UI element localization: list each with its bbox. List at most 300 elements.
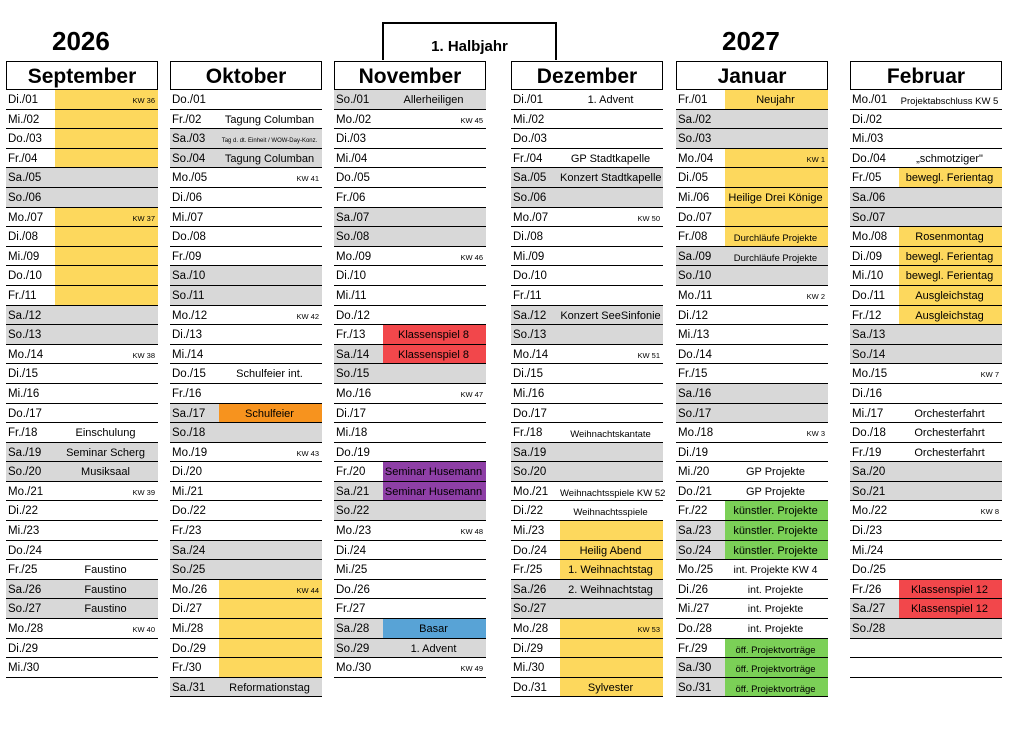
day-row	[511, 247, 663, 267]
day-row	[850, 266, 1002, 286]
day-row	[334, 110, 486, 130]
day-row	[676, 325, 828, 345]
week-number: KW 42	[296, 311, 319, 321]
day-label: So./13	[8, 329, 42, 342]
day-row	[850, 658, 1002, 678]
event-label: Neujahr	[756, 94, 795, 106]
day-row	[170, 286, 322, 306]
day-row	[6, 286, 158, 306]
event-highlight	[560, 639, 663, 658]
day-label: Mi./09	[513, 250, 545, 263]
day-row	[6, 443, 158, 463]
day-row	[850, 325, 1002, 345]
month-februar	[850, 61, 1002, 678]
day-row	[511, 286, 663, 306]
day-row	[511, 423, 663, 443]
day-row	[676, 541, 828, 561]
day-row	[511, 521, 663, 541]
day-label: Mo./14	[8, 348, 44, 361]
event-label: Seminar Husemann	[384, 466, 483, 479]
day-label: Sa./12	[8, 309, 42, 322]
day-row	[676, 306, 828, 326]
week-number: KW 1	[806, 154, 825, 164]
day-label: Mi./02	[513, 113, 545, 126]
day-label: Sa./31	[172, 681, 206, 694]
day-row	[170, 110, 322, 130]
day-label: So./21	[852, 485, 886, 498]
day-row	[850, 541, 1002, 561]
day-label: Sa./17	[172, 407, 206, 420]
event-label: Musiksaal	[81, 466, 130, 479]
day-label: Do./10	[513, 270, 547, 283]
day-row	[850, 188, 1002, 208]
day-label: Mi./14	[172, 348, 204, 361]
day-label: Fr./01	[678, 94, 708, 106]
day-row	[850, 345, 1002, 365]
event-label: Sylvester	[587, 681, 634, 694]
day-label: Sa./12	[513, 309, 547, 322]
day-row	[170, 462, 322, 482]
day-row	[6, 364, 158, 384]
event-label: Seminar Scherg	[66, 446, 145, 459]
event-label: 1. Advent	[587, 94, 634, 106]
month-header: Oktober	[170, 61, 322, 90]
day-label: Fr./08	[678, 231, 708, 244]
day-label: Sa./24	[172, 544, 206, 557]
day-label: Sa./13	[852, 329, 886, 342]
day-label: Sa./02	[678, 113, 712, 126]
day-label: Mo./11	[678, 289, 713, 302]
month-januar	[676, 61, 828, 697]
day-row	[170, 247, 322, 267]
day-row	[170, 404, 322, 424]
day-label: Do./25	[852, 564, 886, 577]
day-row	[6, 247, 158, 267]
day-row	[511, 443, 663, 463]
week-number: KW 49	[460, 664, 483, 674]
event-label: Reformationstag	[229, 681, 310, 694]
day-row	[6, 345, 158, 365]
day-row	[676, 501, 828, 521]
event-label: Seminar Husemann	[384, 485, 483, 498]
day-row	[170, 678, 322, 698]
day-label: Do./10	[8, 270, 42, 283]
event-label: int. Projekte	[747, 603, 804, 616]
day-row	[676, 619, 828, 639]
day-label: Mo./21	[8, 485, 44, 498]
day-row	[511, 560, 663, 580]
year-2026: 2026	[52, 26, 110, 56]
day-row	[334, 90, 486, 110]
week-number: KW 8	[980, 507, 999, 517]
event-label: Ausgleichstag	[915, 309, 984, 322]
day-label: Fr./04	[513, 152, 543, 165]
day-row	[676, 580, 828, 600]
event-label: Klassenspiel 8	[398, 348, 469, 361]
day-row	[170, 188, 322, 208]
day-label: Mo./07	[8, 211, 44, 224]
event-label: Klassenspiel 12	[910, 603, 989, 616]
day-label: Di./13	[172, 329, 203, 342]
day-row	[170, 266, 322, 286]
day-row	[676, 639, 828, 659]
day-label: Mi./10	[852, 270, 884, 283]
day-label: Di./03	[336, 133, 367, 146]
day-row	[6, 110, 158, 130]
day-row	[6, 129, 158, 149]
day-row	[676, 364, 828, 384]
day-row	[170, 599, 322, 619]
day-label: Sa./16	[678, 387, 712, 400]
day-label: So./15	[336, 368, 370, 381]
day-label: So./04	[172, 152, 206, 165]
day-label: Mo./22	[852, 505, 888, 518]
day-label: Di./26	[678, 583, 709, 596]
event-label: Orchesterfahrt	[914, 407, 985, 420]
day-label: So./28	[852, 623, 886, 636]
day-row	[676, 678, 828, 698]
event-label: int. Projekte	[747, 583, 804, 596]
week-number: KW 47	[460, 389, 483, 399]
event-label: Tag d. dt. Einheit / WOW-Day-Konz.	[221, 138, 318, 145]
event-label: Schulfeier	[245, 407, 294, 420]
event-label: Tagung Columban	[224, 113, 315, 126]
day-row	[170, 443, 322, 463]
day-row	[511, 599, 663, 619]
day-label: Di./01	[513, 94, 544, 106]
day-label: Di./05	[678, 172, 709, 185]
day-row	[676, 599, 828, 619]
day-row	[850, 443, 1002, 463]
week-number: KW 50	[637, 213, 660, 223]
day-label: Di./12	[678, 309, 709, 322]
day-row	[6, 619, 158, 639]
day-label: Di./29	[513, 642, 544, 655]
day-label: Mi./02	[8, 113, 40, 126]
event-label: Schulfeier int.	[236, 368, 303, 381]
day-row	[170, 227, 322, 247]
day-row	[334, 501, 486, 521]
day-label: Sa./07	[336, 211, 370, 224]
day-row	[6, 227, 158, 247]
month-header: Januar	[676, 61, 828, 90]
week-number: KW 2	[806, 291, 825, 301]
event-label: Klassenspiel 12	[910, 583, 989, 596]
event-label: bewegl. Ferientag	[905, 250, 994, 263]
week-number: KW 48	[460, 527, 483, 537]
day-label: Mi./23	[513, 525, 545, 538]
day-row	[170, 384, 322, 404]
day-row	[334, 443, 486, 463]
day-label: So./25	[172, 564, 206, 577]
day-label: Do./03	[8, 133, 42, 146]
day-row	[676, 129, 828, 149]
day-row	[676, 90, 828, 110]
day-label: Di./09	[852, 250, 883, 263]
month-header: November	[334, 61, 486, 90]
day-label: Do./17	[8, 407, 42, 420]
week-number: KW 38	[132, 350, 155, 360]
day-row	[511, 188, 663, 208]
day-row	[850, 501, 1002, 521]
day-row	[676, 188, 828, 208]
week-number: KW 37	[132, 213, 155, 223]
day-label: Do./24	[8, 544, 42, 557]
day-label: Sa./19	[8, 446, 42, 459]
day-row	[676, 443, 828, 463]
month-header: Dezember	[511, 61, 663, 90]
day-row	[676, 521, 828, 541]
event-label: Einschulung	[75, 427, 136, 440]
day-row	[334, 266, 486, 286]
day-row	[170, 149, 322, 169]
day-label: Di./20	[172, 466, 203, 479]
day-label: Do./17	[513, 407, 547, 420]
day-label: Mi./20	[678, 466, 710, 479]
month-header: September	[6, 61, 158, 90]
day-row	[850, 168, 1002, 188]
day-row	[676, 110, 828, 130]
day-label: Mi./27	[678, 603, 710, 616]
day-row	[334, 129, 486, 149]
day-label: So./27	[8, 603, 42, 616]
event-label: künstler. Projekte	[733, 505, 818, 518]
day-row	[850, 208, 1002, 228]
day-label: Fr./25	[513, 564, 543, 577]
event-label: 1. Weihnachtstag	[568, 564, 653, 577]
day-label: Do./15	[172, 368, 206, 381]
day-label: Do./24	[513, 544, 547, 557]
day-row	[170, 168, 322, 188]
day-row	[511, 149, 663, 169]
event-label: Faustino	[84, 583, 127, 596]
event-label: öff. Projektvorträge	[735, 644, 816, 656]
day-row	[170, 345, 322, 365]
day-row	[511, 110, 663, 130]
day-label: So./29	[336, 642, 370, 655]
day-label: Mi./09	[8, 250, 40, 263]
event-label: 1. Advent	[410, 642, 457, 655]
day-row	[676, 482, 828, 502]
day-row	[511, 619, 663, 639]
day-label: Mi./04	[336, 152, 368, 165]
day-row	[511, 462, 663, 482]
day-row	[334, 384, 486, 404]
day-label: Mo./09	[336, 250, 372, 263]
day-row	[334, 482, 486, 502]
day-row	[511, 501, 663, 521]
day-label: So./24	[678, 544, 712, 557]
event-label: künstler. Projekte	[733, 525, 818, 538]
day-label: So./03	[678, 133, 712, 146]
day-row	[6, 560, 158, 580]
day-label: Do./03	[513, 133, 547, 146]
day-row	[850, 90, 1002, 110]
day-label: Di./17	[336, 407, 367, 420]
event-highlight	[219, 599, 322, 618]
day-row	[334, 168, 486, 188]
day-label: Sa./05	[513, 172, 547, 185]
day-row	[6, 462, 158, 482]
day-label: Di./02	[852, 113, 883, 126]
day-row	[334, 208, 486, 228]
day-label: Mi./06	[678, 191, 710, 204]
day-row	[511, 384, 663, 404]
event-highlight	[55, 247, 158, 266]
day-row	[334, 286, 486, 306]
event-highlight	[219, 619, 322, 638]
day-row	[676, 149, 828, 169]
event-highlight	[55, 129, 158, 148]
day-label: Mi./17	[852, 407, 884, 420]
day-label: So./20	[8, 466, 42, 479]
day-row	[334, 364, 486, 384]
day-row	[334, 149, 486, 169]
day-row	[850, 149, 1002, 169]
event-label: Ausgleichstag	[915, 289, 984, 302]
day-row	[334, 227, 486, 247]
day-label: Fr./02	[172, 113, 202, 126]
day-label: Do./08	[172, 231, 206, 244]
day-row	[676, 658, 828, 678]
day-label: Mo./12	[172, 309, 208, 322]
day-label: Fr./05	[852, 172, 882, 185]
week-number: KW 39	[132, 487, 155, 497]
event-label: 2. Weihnachtstag	[568, 583, 653, 596]
day-label: Do./21	[678, 485, 712, 498]
event-label: öff. Projektvorträge	[735, 683, 816, 695]
week-number: KW 43	[296, 448, 319, 458]
day-label: Sa./20	[852, 466, 886, 479]
day-row	[850, 129, 1002, 149]
event-label: Weihnachtsspiele	[573, 507, 648, 519]
week-number: KW 53	[637, 625, 660, 635]
day-label: Mi./28	[172, 623, 204, 636]
day-label: Sa./23	[678, 525, 712, 538]
day-label: Mo./19	[172, 446, 208, 459]
day-row	[170, 580, 322, 600]
event-label: Tagung Columban	[224, 152, 315, 165]
day-row	[334, 560, 486, 580]
day-row	[850, 110, 1002, 130]
day-label: Fr./30	[172, 662, 202, 675]
day-row	[170, 325, 322, 345]
event-label: Orchesterfahrt	[914, 446, 985, 459]
day-label: Fr./23	[172, 525, 202, 538]
day-label: Do./12	[336, 309, 370, 322]
day-label: Di./15	[8, 368, 39, 381]
day-label: Fr./18	[513, 427, 543, 440]
day-row	[511, 208, 663, 228]
day-row	[6, 423, 158, 443]
day-label: Sa./10	[172, 270, 206, 283]
day-row	[170, 658, 322, 678]
day-label: So./22	[336, 505, 370, 518]
day-label: Fr./18	[8, 427, 38, 440]
day-row	[6, 482, 158, 502]
day-row	[511, 306, 663, 326]
day-label: Fr./19	[852, 446, 882, 459]
day-label: Do./14	[678, 348, 712, 361]
day-row	[511, 325, 663, 345]
event-label: Konzert Stadtkapelle	[560, 172, 662, 185]
day-label: So./08	[336, 231, 370, 244]
day-label: Mi./30	[8, 662, 40, 675]
week-number: KW 36	[132, 96, 155, 105]
day-label: Sa./21	[336, 485, 370, 498]
day-label: Mo./14	[513, 348, 549, 361]
day-label: So./14	[852, 348, 886, 361]
event-label: GP Stadtkapelle	[570, 152, 651, 165]
day-row	[170, 364, 322, 384]
event-label: bewegl. Ferientag	[905, 172, 994, 185]
day-row	[850, 580, 1002, 600]
day-row	[850, 599, 1002, 619]
day-row	[170, 560, 322, 580]
day-row	[334, 599, 486, 619]
day-label: So./17	[678, 407, 712, 420]
month-dezember	[511, 61, 666, 697]
day-row	[6, 580, 158, 600]
event-highlight	[219, 658, 322, 677]
day-row	[6, 521, 158, 541]
day-label: Do./18	[852, 427, 886, 440]
month-september	[6, 61, 158, 678]
day-row	[334, 188, 486, 208]
day-row	[850, 227, 1002, 247]
event-highlight	[725, 168, 828, 187]
day-label: So./10	[678, 270, 712, 283]
day-row	[334, 541, 486, 561]
day-label: Di./06	[172, 191, 203, 204]
day-row	[511, 678, 663, 698]
day-label: Mo./26	[172, 583, 208, 596]
day-row	[334, 619, 486, 639]
day-row	[6, 325, 158, 345]
day-label: So./27	[513, 603, 547, 616]
day-label: Mi./30	[513, 662, 545, 675]
day-row	[6, 306, 158, 326]
day-label: Mo./16	[336, 387, 372, 400]
day-label: Do./19	[336, 446, 370, 459]
day-label: Di./15	[513, 368, 544, 381]
day-label: Do./04	[852, 152, 886, 165]
day-row	[334, 325, 486, 345]
day-label: Fr./25	[8, 564, 38, 577]
day-row	[334, 247, 486, 267]
event-label: Faustino	[84, 564, 127, 577]
day-row	[334, 306, 486, 326]
day-label: Do./26	[336, 583, 370, 596]
event-label: Durchläufe Projekte	[733, 252, 818, 264]
day-row	[850, 521, 1002, 541]
event-label: Projektabschluss KW 5	[900, 96, 999, 107]
day-label: Sa./19	[513, 446, 547, 459]
week-number: KW 51	[637, 350, 660, 360]
day-row	[334, 639, 486, 659]
day-label: Fr./27	[336, 603, 366, 616]
day-row	[6, 501, 158, 521]
event-label: Heilig Abend	[579, 544, 642, 557]
month-oktober	[170, 61, 322, 697]
day-row	[511, 90, 663, 110]
week-number: KW 46	[460, 252, 483, 262]
event-label: Allerheiligen	[403, 94, 464, 106]
day-label: Fr./11	[513, 289, 542, 302]
event-label: Weihnachtskantate	[570, 429, 651, 441]
day-label: Di./23	[852, 525, 883, 538]
event-highlight	[55, 149, 158, 168]
